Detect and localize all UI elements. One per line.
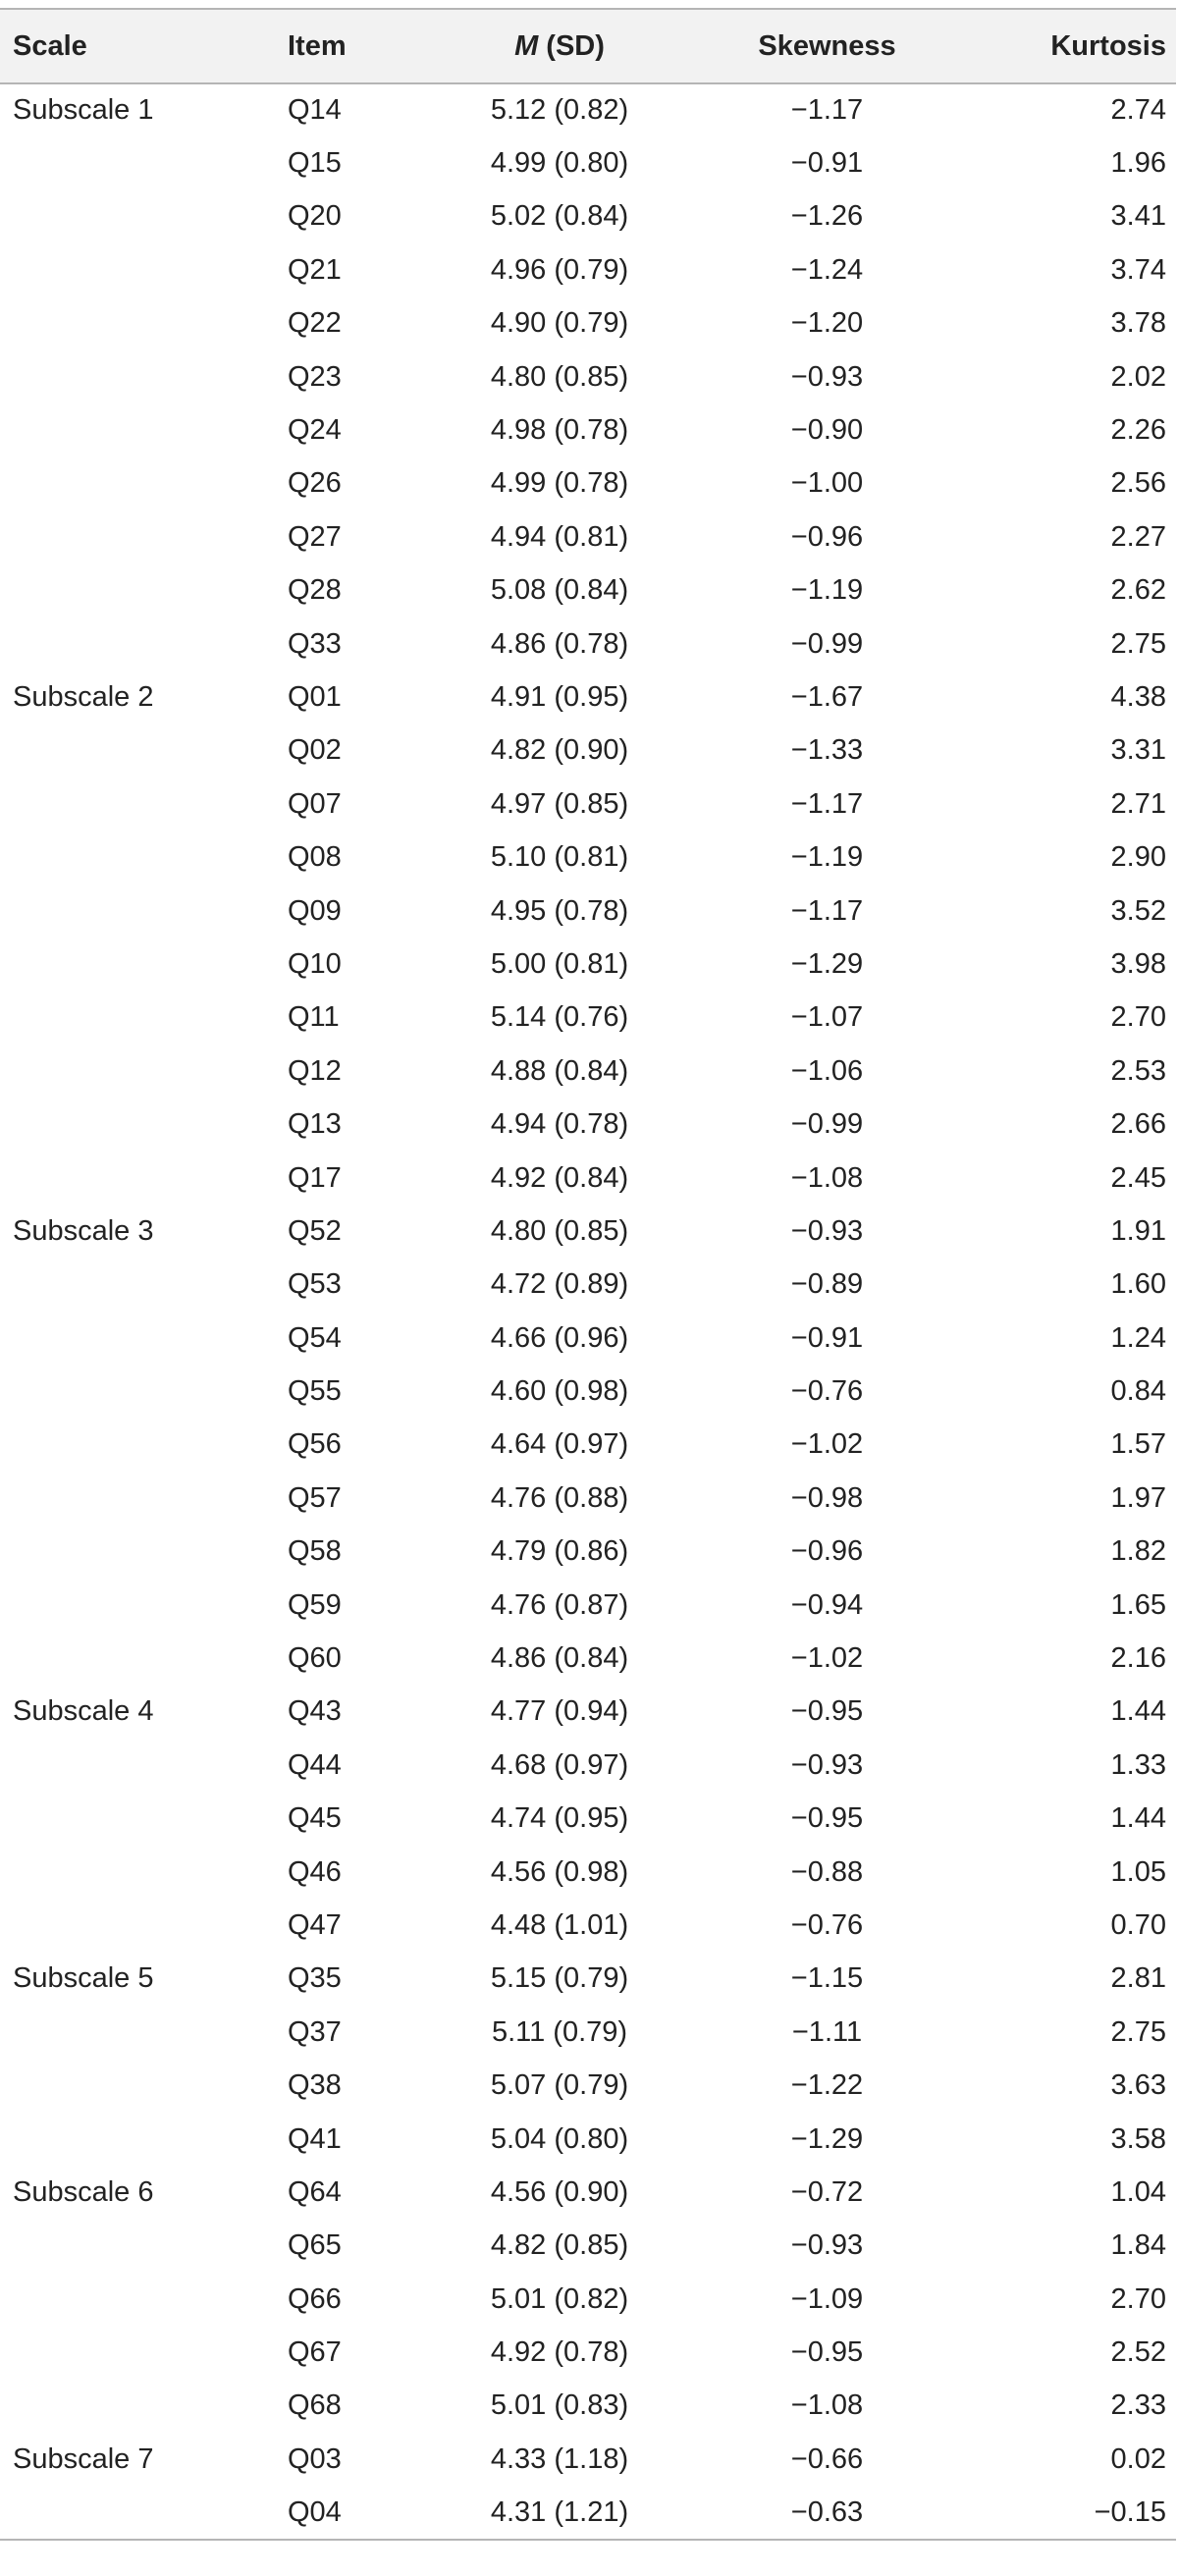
skewness-cell: −1.29 (790, 947, 864, 980)
scale-cell (0, 403, 275, 456)
table-row (0, 1419, 1176, 1472)
item-cell: Q59 (288, 1588, 342, 1621)
kurtosis-cell: 2.75 (1110, 2015, 1166, 2048)
mean-sd-cell: 4.99 (0.78) (490, 467, 629, 500)
kurtosis-cell: 2.75 (1110, 627, 1166, 660)
table-row (0, 2273, 1176, 2326)
skewness-cell: −0.72 (790, 2175, 864, 2208)
item-cell: Q24 (288, 414, 342, 447)
kurtosis-cell: 3.74 (1110, 253, 1166, 286)
scale-cell (0, 1472, 275, 1525)
kurtosis-cell: 2.33 (1110, 2389, 1166, 2422)
scale-cell: Subscale 3 (13, 1214, 154, 1247)
header-sd-label: (SD) (538, 29, 605, 62)
scale-cell (0, 1739, 275, 1792)
scale-cell (0, 831, 275, 884)
skewness-cell: −0.88 (790, 1855, 864, 1888)
descriptive-statistics-table (0, 8, 1176, 2541)
mean-sd-cell: 4.82 (0.85) (490, 2229, 629, 2262)
skewness-cell: −0.93 (790, 1748, 864, 1781)
scale-cell (0, 350, 275, 403)
scale-cell: Subscale 2 (13, 680, 154, 713)
mean-sd-cell: 4.48 (1.01) (490, 1908, 629, 1941)
skewness-cell: −1.17 (790, 94, 864, 127)
table-row (0, 2220, 1176, 2273)
mean-sd-cell: 4.96 (0.79) (490, 253, 629, 286)
mean-sd-cell: 5.14 (0.76) (490, 1001, 629, 1034)
skewness-cell: −0.89 (790, 1268, 864, 1301)
mean-sd-cell: 4.77 (0.94) (490, 1695, 629, 1728)
item-cell: Q04 (288, 2496, 342, 2528)
scale-cell: Subscale 7 (13, 2442, 154, 2475)
mean-sd-cell: 4.80 (0.85) (490, 1214, 629, 1247)
scale-cell (0, 2273, 275, 2326)
item-cell: Q64 (288, 2175, 342, 2208)
kurtosis-cell: 1.57 (1110, 1428, 1166, 1461)
item-cell: Q22 (288, 307, 342, 340)
table-row (0, 1045, 1176, 1098)
table-row (0, 1312, 1176, 1365)
item-cell: Q57 (288, 1481, 342, 1514)
item-cell: Q21 (288, 253, 342, 286)
mean-sd-cell: 5.04 (0.80) (490, 2122, 629, 2155)
scale-cell (0, 1419, 275, 1472)
scale-cell: Subscale 1 (13, 94, 154, 127)
kurtosis-cell: 3.41 (1110, 200, 1166, 233)
kurtosis-cell: 2.70 (1110, 1001, 1166, 1034)
item-cell: Q47 (288, 1908, 342, 1941)
skewness-cell: −0.76 (790, 1908, 864, 1941)
kurtosis-cell: 3.98 (1110, 947, 1166, 980)
kurtosis-cell: 1.44 (1110, 1695, 1166, 1728)
header-skewness: Skewness (758, 29, 896, 62)
table-header (0, 9, 1176, 83)
kurtosis-cell: 3.78 (1110, 307, 1166, 340)
table-row (0, 457, 1176, 510)
mean-sd-cell: 4.68 (0.97) (490, 1748, 629, 1781)
skewness-cell: −0.95 (790, 2336, 864, 2369)
item-cell: Q20 (288, 200, 342, 233)
scale-cell (0, 1045, 275, 1098)
skewness-cell: −1.24 (790, 253, 864, 286)
item-cell: Q23 (288, 360, 342, 393)
mean-sd-cell: 5.01 (0.83) (490, 2389, 629, 2422)
kurtosis-cell: 2.45 (1110, 1161, 1166, 1194)
mean-sd-cell: 4.76 (0.88) (490, 1481, 629, 1514)
kurtosis-cell: 1.97 (1110, 1481, 1166, 1514)
mean-sd-cell: 4.86 (0.78) (490, 627, 629, 660)
item-cell: Q45 (288, 1802, 342, 1835)
table-row (0, 2326, 1176, 2379)
scale-cell (0, 1152, 275, 1205)
item-cell: Q07 (288, 787, 342, 820)
mean-sd-cell: 4.92 (0.78) (490, 2336, 629, 2369)
kurtosis-cell: 0.02 (1110, 2442, 1166, 2475)
item-cell: Q65 (288, 2229, 342, 2262)
table-row (0, 831, 1176, 884)
mean-sd-cell: 4.74 (0.95) (490, 1802, 629, 1835)
item-cell: Q17 (288, 1161, 342, 1194)
scale-cell (0, 1312, 275, 1365)
table-row (0, 1205, 1176, 1258)
kurtosis-cell: 1.96 (1110, 147, 1166, 180)
table-row (0, 1739, 1176, 1792)
table-row (0, 2166, 1176, 2219)
scale-cell (0, 1259, 275, 1312)
scale-cell (0, 2380, 275, 2433)
skewness-cell: −1.20 (790, 307, 864, 340)
kurtosis-cell: 2.71 (1110, 787, 1166, 820)
scale-cell (0, 2220, 275, 2273)
scale-cell (0, 724, 275, 778)
item-cell: Q15 (288, 147, 342, 180)
mean-sd-cell: 4.33 (1.18) (490, 2442, 629, 2475)
skewness-cell: −1.08 (790, 1161, 864, 1194)
skewness-cell: −1.29 (790, 2122, 864, 2155)
table-row (0, 1632, 1176, 1685)
table-row (0, 1259, 1176, 1312)
scale-cell (0, 1899, 275, 1952)
skewness-cell: −1.02 (790, 1642, 864, 1675)
mean-sd-cell: 4.98 (0.78) (490, 414, 629, 447)
table-row (0, 350, 1176, 403)
mean-sd-cell: 4.95 (0.78) (490, 894, 629, 927)
table-row (0, 2113, 1176, 2166)
mean-sd-cell: 4.91 (0.95) (490, 680, 629, 713)
scale-cell (0, 992, 275, 1045)
mean-sd-cell: 4.76 (0.87) (490, 1588, 629, 1621)
scale-cell (0, 564, 275, 617)
mean-sd-cell: 4.80 (0.85) (490, 360, 629, 393)
table-row (0, 2006, 1176, 2059)
skewness-cell: −0.95 (790, 1802, 864, 1835)
item-cell: Q58 (288, 1535, 342, 1568)
table-row (0, 2487, 1176, 2540)
item-cell: Q53 (288, 1268, 342, 1301)
scale-cell (0, 190, 275, 243)
item-cell: Q54 (288, 1321, 342, 1354)
mean-sd-cell: 4.60 (0.98) (490, 1375, 629, 1408)
kurtosis-cell: 2.62 (1110, 574, 1166, 607)
skewness-cell: −0.63 (790, 2496, 864, 2528)
scale-cell (0, 617, 275, 671)
skewness-cell: −1.17 (790, 787, 864, 820)
table-row (0, 297, 1176, 350)
skewness-cell: −0.91 (790, 147, 864, 180)
kurtosis-cell: 2.02 (1110, 360, 1166, 393)
item-cell: Q68 (288, 2389, 342, 2422)
mean-sd-cell: 5.08 (0.84) (490, 574, 629, 607)
table-row (0, 1953, 1176, 2006)
mean-sd-cell: 4.79 (0.86) (490, 1535, 629, 1568)
item-cell: Q27 (288, 520, 342, 553)
scale-cell (0, 1632, 275, 1685)
mean-sd-cell: 4.56 (0.98) (490, 1855, 629, 1888)
scale-cell (0, 1365, 275, 1418)
skewness-cell: −0.99 (790, 627, 864, 660)
kurtosis-cell: 1.04 (1110, 2175, 1166, 2208)
kurtosis-cell: 3.52 (1110, 894, 1166, 927)
skewness-cell: −1.06 (790, 1054, 864, 1087)
item-cell: Q52 (288, 1214, 342, 1247)
kurtosis-cell: 2.66 (1110, 1108, 1166, 1141)
mean-sd-cell: 4.94 (0.78) (490, 1108, 629, 1141)
table-row (0, 1846, 1176, 1899)
scale-cell: Subscale 4 (13, 1695, 154, 1728)
mean-sd-cell: 5.11 (0.79) (491, 2015, 628, 2048)
skewness-cell: −0.95 (790, 1695, 864, 1728)
scale-cell: Subscale 6 (13, 2175, 154, 2208)
mean-sd-cell: 4.86 (0.84) (490, 1642, 629, 1675)
table-row (0, 938, 1176, 991)
kurtosis-cell: 1.84 (1110, 2229, 1166, 2262)
kurtosis-cell: 2.74 (1110, 94, 1166, 127)
skewness-cell: −1.17 (790, 894, 864, 927)
mean-sd-cell: 4.92 (0.84) (490, 1161, 629, 1194)
item-cell: Q09 (288, 894, 342, 927)
mean-sd-cell: 4.64 (0.97) (490, 1428, 629, 1461)
item-cell: Q66 (288, 2282, 342, 2315)
item-cell: Q03 (288, 2442, 342, 2475)
skewness-cell: −0.96 (790, 1535, 864, 1568)
kurtosis-cell: 3.31 (1110, 734, 1166, 767)
kurtosis-cell: −0.15 (1094, 2496, 1166, 2528)
scale-cell: Subscale 5 (13, 1962, 154, 1995)
scale-cell (0, 2059, 275, 2112)
table-row (0, 671, 1176, 724)
skewness-cell: −1.07 (790, 1001, 864, 1034)
mean-sd-cell: 4.88 (0.84) (490, 1054, 629, 1087)
skewness-cell: −0.98 (790, 1481, 864, 1514)
kurtosis-cell: 2.70 (1110, 2282, 1166, 2315)
kurtosis-cell: 3.58 (1110, 2122, 1166, 2155)
table-row (0, 1098, 1176, 1151)
skewness-cell: −0.91 (790, 1321, 864, 1354)
item-cell: Q11 (288, 1001, 340, 1034)
header-item: Item (288, 29, 347, 62)
header-row (0, 9, 1176, 83)
kurtosis-cell: 4.38 (1110, 680, 1166, 713)
table-row (0, 1365, 1176, 1418)
skewness-cell: −0.93 (790, 360, 864, 393)
table-row (0, 403, 1176, 456)
table-row (0, 1579, 1176, 1632)
item-cell: Q26 (288, 467, 342, 500)
kurtosis-cell: 1.60 (1110, 1268, 1166, 1301)
item-cell: Q44 (288, 1748, 342, 1781)
skewness-cell: −0.93 (790, 2229, 864, 2262)
scale-cell (0, 2326, 275, 2379)
kurtosis-cell: 2.56 (1110, 467, 1166, 500)
header-scale: Scale (13, 29, 87, 62)
kurtosis-cell: 0.70 (1110, 1908, 1166, 1941)
kurtosis-cell: 1.82 (1110, 1535, 1166, 1568)
mean-sd-cell: 5.07 (0.79) (490, 2069, 629, 2102)
table-row (0, 1472, 1176, 1525)
skewness-cell: −1.15 (790, 1962, 864, 1995)
mean-sd-cell: 4.94 (0.81) (490, 520, 629, 553)
table-row (0, 724, 1176, 778)
kurtosis-cell: 2.52 (1110, 2336, 1166, 2369)
skewness-cell: −0.99 (790, 1108, 864, 1141)
scale-cell (0, 1846, 275, 1899)
table-row (0, 1686, 1176, 1739)
mean-sd-cell: 4.99 (0.80) (490, 147, 629, 180)
kurtosis-cell: 2.90 (1110, 841, 1166, 874)
skewness-cell: −0.66 (790, 2442, 864, 2475)
skewness-cell: −0.96 (790, 520, 864, 553)
table-row (0, 992, 1176, 1045)
table-row (0, 1152, 1176, 1205)
scale-cell (0, 1579, 275, 1632)
table-row (0, 136, 1176, 189)
skewness-cell: −0.94 (790, 1588, 864, 1621)
skewness-cell: −0.76 (790, 1375, 864, 1408)
mean-sd-cell: 4.72 (0.89) (490, 1268, 629, 1301)
mean-sd-cell: 4.56 (0.90) (490, 2175, 629, 2208)
kurtosis-cell: 1.05 (1110, 1855, 1166, 1888)
mean-sd-cell: 4.90 (0.79) (490, 307, 629, 340)
table-row (0, 243, 1176, 296)
item-cell: Q10 (288, 947, 342, 980)
scale-cell (0, 297, 275, 350)
header-mean-sd (427, 9, 692, 83)
skewness-cell: −0.90 (790, 414, 864, 447)
mean-sd-cell: 4.97 (0.85) (490, 787, 629, 820)
kurtosis-cell: 0.84 (1110, 1375, 1166, 1408)
kurtosis-cell: 2.26 (1110, 414, 1166, 447)
mean-sd-cell: 5.02 (0.84) (490, 200, 629, 233)
mean-sd-cell: 4.82 (0.90) (490, 734, 629, 767)
kurtosis-cell: 1.44 (1110, 1802, 1166, 1835)
table-row (0, 510, 1176, 564)
item-cell: Q56 (288, 1428, 342, 1461)
scale-cell (0, 457, 275, 510)
mean-sd-cell: 5.10 (0.81) (490, 841, 629, 874)
mean-sd-cell: 4.66 (0.96) (490, 1321, 629, 1354)
table-row (0, 885, 1176, 938)
item-cell: Q12 (288, 1054, 342, 1087)
mean-sd-cell: 5.12 (0.82) (490, 94, 629, 127)
item-cell: Q13 (288, 1108, 342, 1141)
scale-cell (0, 1526, 275, 1579)
kurtosis-cell: 1.24 (1110, 1321, 1166, 1354)
mean-sd-cell: 5.00 (0.81) (490, 947, 629, 980)
item-cell: Q14 (288, 94, 342, 127)
kurtosis-cell: 2.53 (1110, 1054, 1166, 1087)
item-cell: Q08 (288, 841, 342, 874)
scale-cell (0, 885, 275, 938)
scale-cell (0, 2006, 275, 2059)
kurtosis-cell: 3.63 (1110, 2069, 1166, 2102)
table-body (0, 83, 1176, 2540)
skewness-cell: −1.08 (790, 2389, 864, 2422)
scale-cell (0, 510, 275, 564)
table-row (0, 83, 1176, 136)
item-cell: Q38 (288, 2069, 342, 2102)
skewness-cell: −1.67 (790, 680, 864, 713)
skewness-cell: −0.93 (790, 1214, 864, 1247)
item-cell: Q41 (288, 2122, 342, 2155)
item-cell: Q01 (288, 680, 342, 713)
mean-sd-cell: 5.01 (0.82) (490, 2282, 629, 2315)
scale-cell (0, 2487, 275, 2540)
table-row (0, 1899, 1176, 1952)
item-cell: Q43 (288, 1695, 342, 1728)
item-cell: Q60 (288, 1642, 342, 1675)
mean-sd-cell: 5.15 (0.79) (490, 1962, 629, 1995)
kurtosis-cell: 1.91 (1110, 1214, 1166, 1247)
scale-cell (0, 778, 275, 831)
table-row (0, 2059, 1176, 2112)
item-cell: Q35 (288, 1962, 342, 1995)
item-cell: Q28 (288, 574, 342, 607)
table-row (0, 564, 1176, 617)
item-cell: Q67 (288, 2336, 342, 2369)
table-row (0, 1793, 1176, 1846)
table-row (0, 190, 1176, 243)
scale-cell (0, 2113, 275, 2166)
item-cell: Q02 (288, 734, 342, 767)
scale-cell (0, 1793, 275, 1846)
table-row (0, 2433, 1176, 2486)
item-cell: Q46 (288, 1855, 342, 1888)
skewness-cell: −1.02 (790, 1428, 864, 1461)
scale-cell (0, 1098, 275, 1151)
header-kurtosis: Kurtosis (1050, 29, 1166, 62)
scale-cell (0, 136, 275, 189)
skewness-cell: −1.26 (790, 200, 864, 233)
kurtosis-cell: 2.27 (1110, 520, 1166, 553)
table-row (0, 617, 1176, 671)
skewness-cell: −1.11 (791, 2015, 863, 2048)
kurtosis-cell: 1.65 (1110, 1588, 1166, 1621)
kurtosis-cell: 2.81 (1110, 1962, 1166, 1995)
table-row (0, 1526, 1176, 1579)
header-mean-symbol: M (514, 29, 539, 62)
kurtosis-cell: 2.16 (1110, 1642, 1166, 1675)
skewness-cell: −1.09 (790, 2282, 864, 2315)
skewness-cell: −1.00 (790, 467, 864, 500)
mean-sd-cell: 4.31 (1.21) (490, 2496, 629, 2528)
item-cell: Q55 (288, 1375, 342, 1408)
skewness-cell: −1.19 (790, 574, 864, 607)
kurtosis-cell: 1.33 (1110, 1748, 1166, 1781)
table-row (0, 778, 1176, 831)
scale-cell (0, 243, 275, 296)
scale-cell (0, 938, 275, 991)
item-cell: Q33 (288, 627, 342, 660)
skewness-cell: −1.19 (790, 841, 864, 874)
skewness-cell: −1.22 (790, 2069, 864, 2102)
item-cell: Q37 (288, 2015, 342, 2048)
skewness-cell: −1.33 (790, 734, 864, 767)
table-row (0, 2380, 1176, 2433)
